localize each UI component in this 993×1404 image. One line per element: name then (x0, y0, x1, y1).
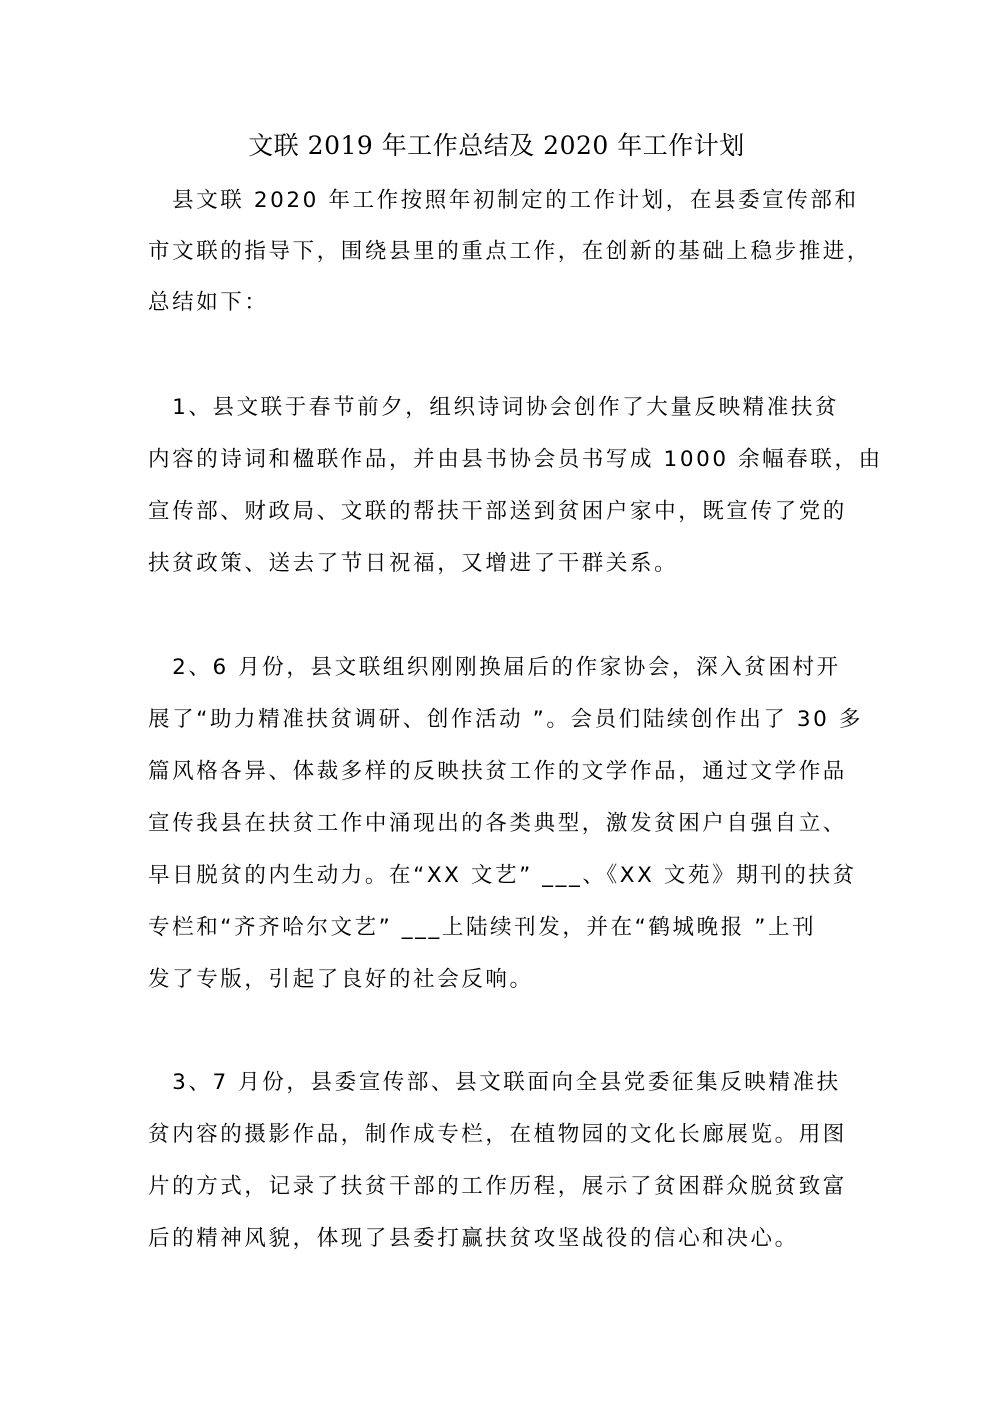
paragraph-line: 片的方式，记录了扶贫干部的工作历程，展示了贫困群众脱贫致富 (148, 1174, 847, 1199)
paragraph-line: 发了专版，引起了良好的社会反响。 (148, 967, 534, 992)
paragraph-line: 2、6 月份，县文联组织刚刚换届后的作家协会，深入贫困村开 (148, 655, 841, 680)
document-title: 文联 2019 年工作总结及 2020 年工作计划 (248, 131, 745, 160)
paragraph-line: 县文联 2020 年工作按照年初制定的工作计划，在县委宣传部和 (148, 188, 859, 213)
paragraph-line: 1、县文联于春节前夕，组织诗词协会创作了大量反映精准扶贫 (148, 395, 840, 420)
paragraph-line: 内容的诗词和楹联作品，并由县书协会员书写成 1000 余幅春联，由 (148, 447, 883, 472)
paragraph-line: 3、7 月份，县委宣传部、县文联面向全县党委征集反映精准扶 (148, 1070, 841, 1095)
paragraph-line: 专栏和“齐齐哈尔文艺” ___上陆续刊发，并在“鹤城晚报 ”上刊 (148, 915, 817, 940)
paragraph-line: 总结如下： (148, 290, 269, 315)
paragraph-line: 扶贫政策、送去了节日祝福，又增进了干群关系。 (148, 551, 679, 576)
paragraph-line: 贫内容的摄影作品，制作成专栏，在植物园的文化长廊展览。用图 (148, 1122, 847, 1147)
paragraph-line: 早日脱贫的内生动力。在“XX 文艺” ___、《XX 文苑》期刊的扶贫 (148, 863, 857, 888)
paragraph-line: 宣传我县在扶贫工作中涌现出的各类典型，激发贫困户自强自立、 (148, 811, 847, 836)
paragraph-line: 市文联的指导下，围绕县里的重点工作，在创新的基础上稳步推进， (148, 239, 872, 264)
paragraph-line: 展了“助力精准扶贫调研、创作活动 ”。会员们陆续创作出了 30 多 (148, 707, 863, 732)
paragraph-line: 宣传部、财政局、文联的帮扶干部送到贫困户家中，既宣传了党的 (148, 499, 847, 524)
paragraph-line: 篇风格各异、体裁多样的反映扶贫工作的文学作品，通过文学作品 (148, 759, 847, 784)
paragraph-line: 后的精神风貌，体现了县委打赢扶贫攻坚战役的信心和决心。 (148, 1226, 799, 1251)
